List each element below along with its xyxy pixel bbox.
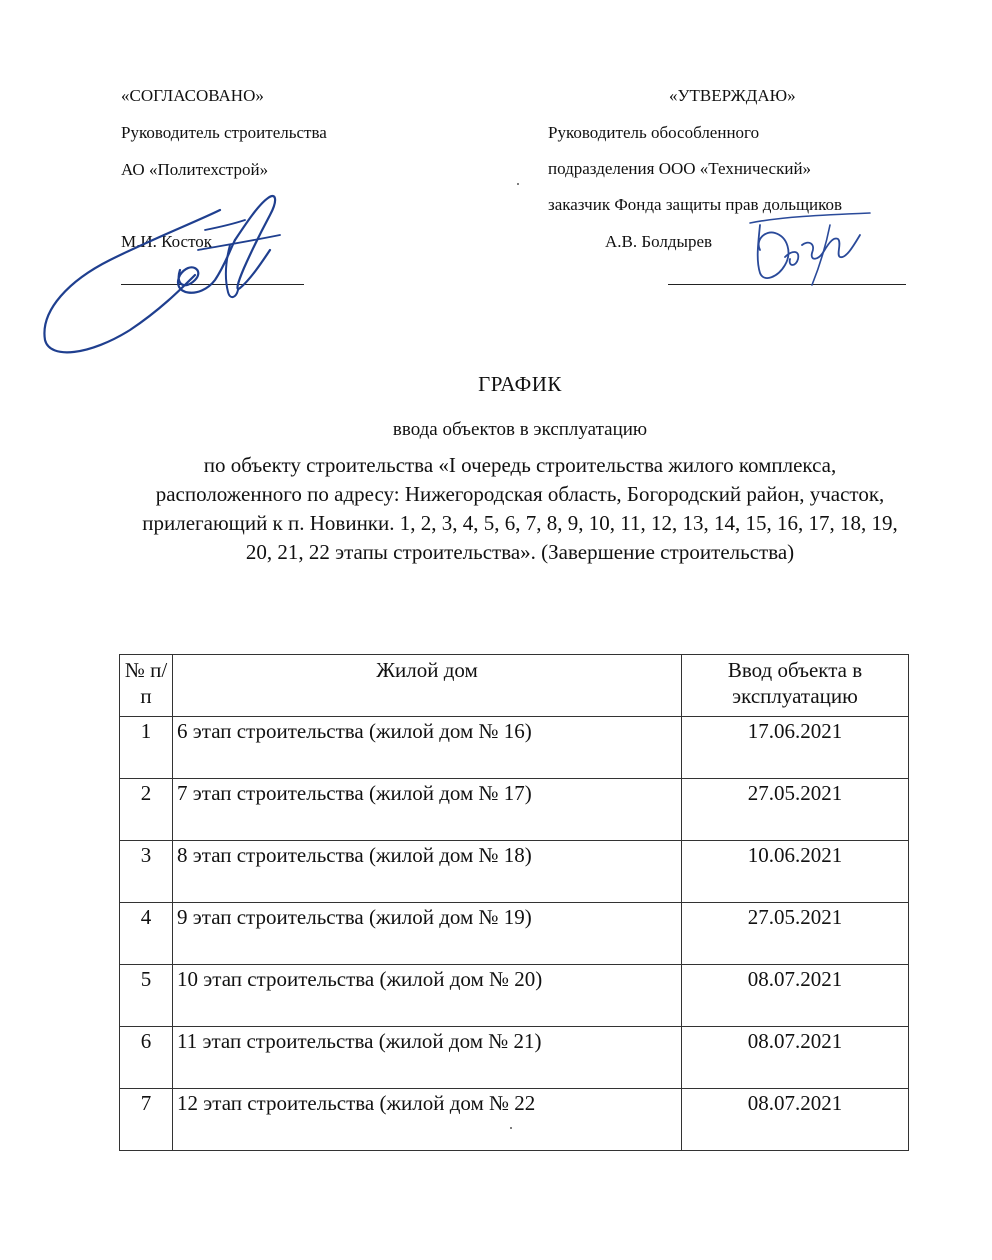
document-description: по объекту строительства «I очередь строительства жилого комплекса, расположенного по адресу: Нижегородская область, Богородский район, участок, прилегающий к п. Новинки. 1, 2, 3, 4, 5, 6, 7, 8, 9, 10, 11, 12, 13, 14, 15, 16, 17, 18, 19, 20, 21, 22 этапы строительства». (Завершение строительства) [142,453,898,564]
row-house: 7 этап строительства (жилой дом № 17) [173,779,682,841]
header-date: Ввод объекта в эксплуатацию [682,655,909,717]
row-date: 27.05.2021 [682,779,909,841]
row-date: 08.07.2021 [682,965,909,1027]
row-house: 9 этап строительства (жилой дом № 19) [173,903,682,965]
header-num: № п/п [120,655,173,717]
approval-left-company: АО «Политехстрой» [121,160,269,179]
approval-right-position-3: заказчик Фонда защиты прав дольщиков [548,195,843,214]
table-row [120,779,909,841]
row-date: 08.07.2021 [682,1089,909,1151]
row-house: 12 этап строительства (жилой дом № 22 [173,1089,682,1151]
row-date: 27.05.2021 [682,903,909,965]
row-num: 5 [120,965,173,1027]
row-date: 10.06.2021 [682,841,909,903]
row-date: 17.06.2021 [682,717,909,779]
row-num: 1 [120,717,173,779]
approval-left-header: «СОГЛАСОВАНО» [121,86,264,105]
signature-left [30,180,310,360]
document-title: ГРАФИК [478,372,562,396]
row-house: 8 этап строительства (жилой дом № 18) [173,841,682,903]
row-house: 6 этап строительства (жилой дом № 16) [173,717,682,779]
row-date: 08.07.2021 [682,1027,909,1089]
table-row [120,903,909,965]
approval-right-header: «УТВЕРЖДАЮ» [669,86,796,105]
scan-speck [517,183,519,185]
signature-right [730,195,900,305]
table-row [120,717,909,779]
row-num: 3 [120,841,173,903]
row-house: 10 этап строительства (жилой дом № 20) [173,965,682,1027]
row-num: 6 [120,1027,173,1089]
document-subtitle: ввода объектов в эксплуатацию [392,419,648,440]
row-num: 2 [120,779,173,841]
title-block [120,372,920,567]
approval-left-position: Руководитель строительства [121,123,327,142]
row-house: 11 этап строительства (жилой дом № 21) [173,1027,682,1089]
table-row [120,965,909,1027]
table-header-row [120,655,909,717]
approval-right-position-2: подразделения ООО «Технический» [548,159,812,178]
table-row [120,1027,909,1089]
approval-right-position-1: Руководитель обособленного [548,123,760,142]
approval-right-signer-name: А.В. Болдырев [605,232,713,251]
schedule-table [119,654,909,1151]
row-num: 4 [120,903,173,965]
table-row [120,841,909,903]
row-num: 7 [120,1089,173,1151]
table-row [120,1089,909,1151]
header-house: Жилой дом [173,655,682,717]
approval-left-signer-name: М.И. Косток [121,232,213,251]
scan-speck [510,1127,512,1129]
